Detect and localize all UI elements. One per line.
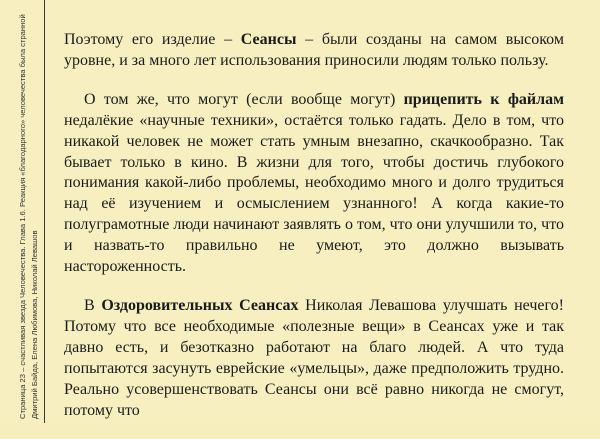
bold-term-seansy: Сеансы	[240, 31, 297, 48]
text-run: Николая Левашова улучшать нечего! Потому что все необходимые «полезные вещи» в Сеансах уже и так давно есть, и безотказно работают на благо людей. А что туда попытаются засунуть еврейские «умельцы», даже предположить трудно. Реально усовершенствовать Сеансы они всё равно никогда не смогут, потому что	[64, 296, 565, 419]
text-run: недалёкие «научные техники», остаётся только гадать. Дело в том, что никакой человек не может стать умным внезапно, скачкообразно. Так бывает только в кино. В жизни для того, чтобы достичь глубокого понимания какой-либо проблемы, необходимо много и долго трудиться над её изучением и осмыслением узнанного! А когда какие-то полуграмотные люди начинают заявлять о том, что они улучшили то, что и назвать-то правильно не умеют, это должно вызывать настороженность.	[64, 111, 564, 276]
sidebar-page-chapter: Страница 23 – счастливая звезда Человечества. Глава 1.6. Реакция «благодарного» человечества была странной	[18, 14, 27, 419]
paragraph-1	[64, 30, 564, 72]
body-text	[64, 30, 564, 439]
paragraph-3	[64, 296, 564, 421]
sidebar-divider	[44, 0, 45, 423]
sidebar-authors: Дмитрий Байда, Елена Любимова, Николай Левашов	[30, 230, 39, 419]
paragraph-2	[64, 90, 564, 278]
bold-term-health-sessions: Оздоровительных Сеансах	[101, 296, 299, 314]
text-run: В	[84, 296, 102, 314]
bold-term-attach-to-files: прицепить к файлам	[403, 90, 564, 108]
page-sidebar	[0, 0, 44, 423]
text-run: – были созданы на самом высоком уровне, и за много лет использования приносили людям только пользу.	[64, 31, 564, 69]
text-run: Поэтому его изделие –	[64, 31, 241, 48]
text-run: О том же, что могут (если вообще могут)	[84, 90, 404, 108]
